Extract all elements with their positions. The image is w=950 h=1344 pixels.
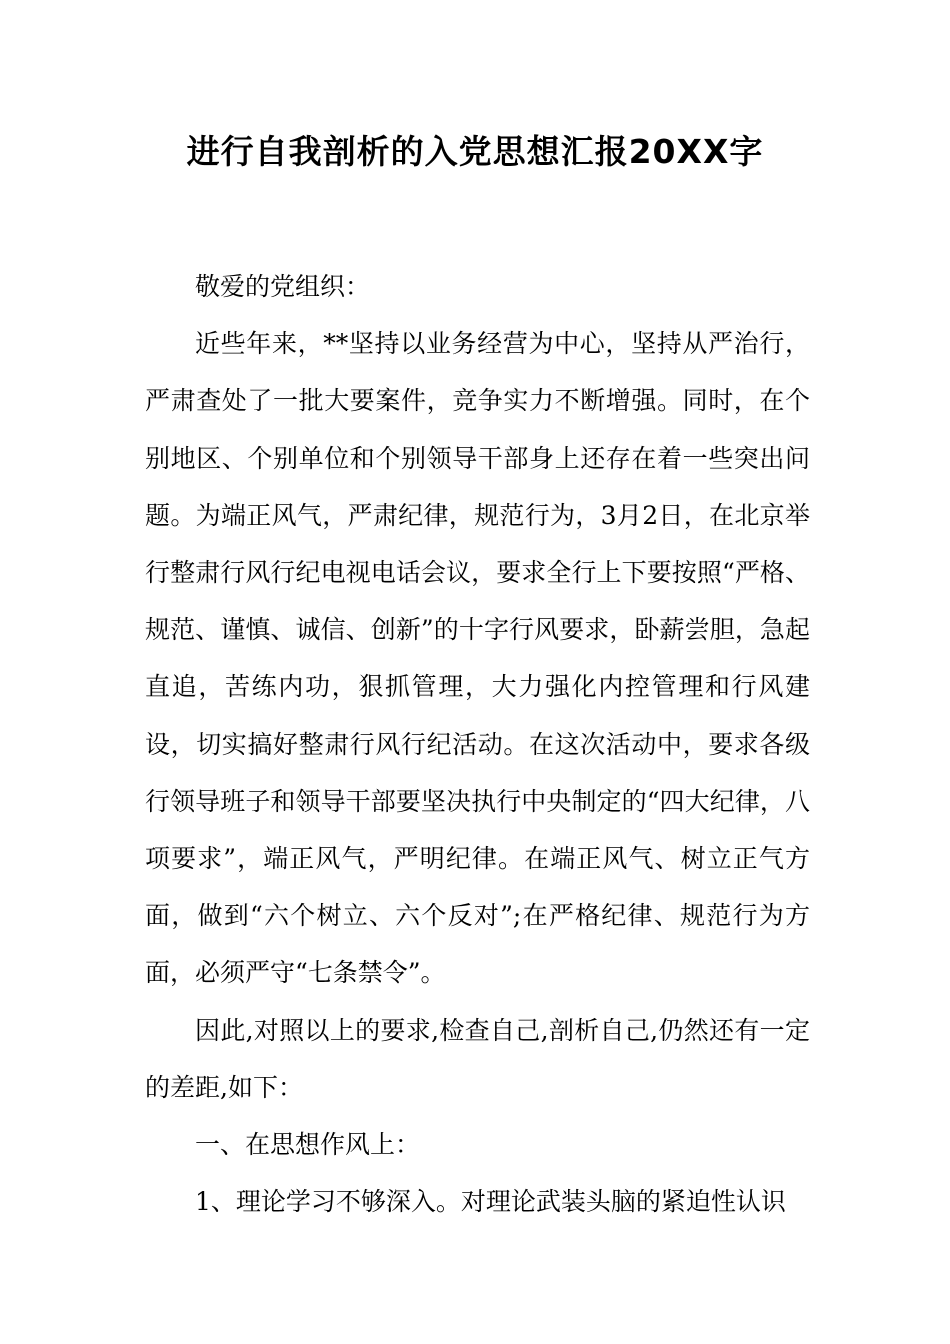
list-item: 1、理论学习不够深入。对理论武装头脑的紧迫性认识 (195, 1187, 786, 1217)
body-paragraph: 近些年来，**坚持以业务经营为中心，坚持从严治行，严肃查处了一批大要案件，竞争实力不断增强。同时，在个别地区、个别单位和个别领导干部身上还存在着一些突出问题。为端正风气，严肃纪律，规范行为，3月2日，在北京举行整肃行风行纪电视电话会议，要求全行上下要按照“严格、规范、谨慎、诚信、创新”的十字行风要求，卧薪尝胆，急起直追，苦练内功，狠抓管理，大力强化内控管理和行风建设，切实搞好整肃行风行纪活动。在这次活动中，要求各级行领导班子和领导干部要坚决执行中央制定的“四大纪律，八项要求”，端正风气，严明纪律。在端正风气、树立正气方面，做到“六个树立、六个反对”;在严格纪律、规范行为方面，必须严守“七条禁令”。 (145, 329, 810, 988)
salutation: 敬爱的党组织： (195, 272, 371, 301)
document-body (145, 258, 810, 1230)
body-paragraph: 因此,对照以上的要求,检查自己,剖析自己,仍然还有一定的差距,如下： (145, 1015, 810, 1102)
section-heading: 一、在思想作风上： (195, 1130, 421, 1160)
document-title: 进行自我剖析的入党思想汇报20XX字 (186, 132, 764, 171)
